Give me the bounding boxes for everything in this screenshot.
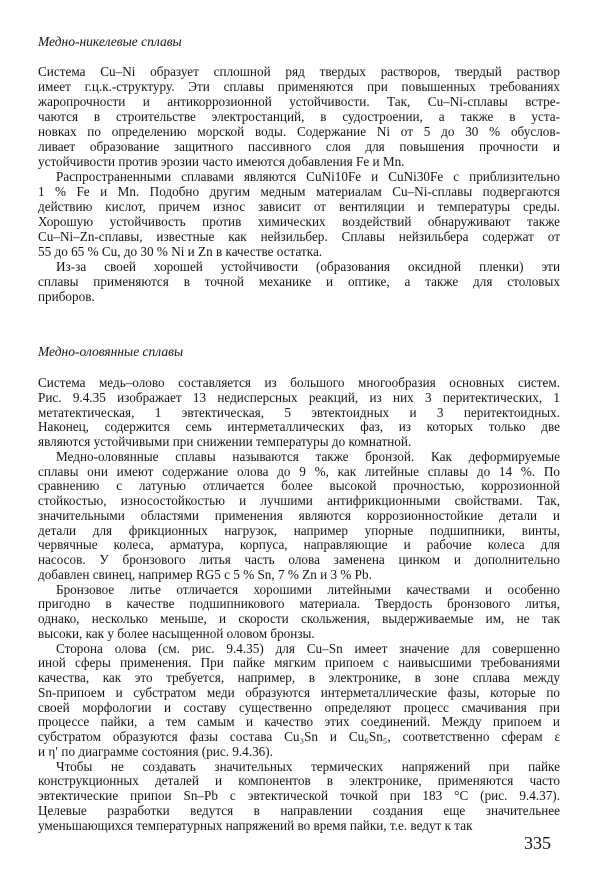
- text-line: имеет г.ц.к.-структуру. Эти сплавы применяются при повышенных требованиях: [38, 79, 560, 94]
- text-line: уменьшающихся температурных напряжений во время пайки, т.е. ведут к так: [38, 817, 473, 833]
- text-line: и η′ по диаграмме состояния (рис. 9.4.36).: [38, 743, 273, 759]
- text-line: качества, как это требуется, например, в электронике, в зоне сплава между: [38, 670, 560, 685]
- text-line: Распространенными сплавами являются CuNi10Fe и CuNi30Fe с приблизительно: [56, 169, 560, 184]
- section-body-copper-nickel: [38, 64, 560, 304]
- text-line: высоки, как у более насыщенной оловом бронзы.: [38, 625, 315, 641]
- text-line: Из-за своей хорошей устойчивости (образования оксидной пленки) эти: [56, 259, 560, 274]
- text-line: действию кислот, причем износ зависит от вентиляции и температуры среды.: [38, 199, 560, 214]
- text-line: метатектическая, 1 эвтектическая, 5 эвтектоидных и 3 перитектоидных.: [38, 404, 560, 420]
- text-line: Sn-припоем и субстратом меди образуются интерметаллические фазы, которые по: [38, 684, 560, 700]
- paragraph: [38, 64, 560, 169]
- text-line: Система медь–олово составляется из большого многообразия основных систем.: [38, 375, 560, 390]
- text-line: конструкционных деталей и компонентов в электронике, применяются часто: [38, 773, 560, 789]
- paragraph: [38, 169, 560, 259]
- text-line: сравнению с латунью отличается более высокой прочностью, коррозионной: [38, 478, 560, 494]
- text-line: червячные колеса, арматура, корпуса, направляющие и рабочие колеса для: [38, 537, 560, 553]
- text-line: иной сферы применения. При пайке мягким припоем с наивысшими требованиями: [38, 655, 560, 671]
- paragraph: [38, 450, 560, 583]
- text-line: значительными областями применения являются коррозионностойкие детали и: [38, 507, 560, 523]
- text-line: добавлен свинец, например RG5 с 5 % Sn, 7 % Zn и 3 % Pb.: [38, 566, 372, 582]
- text-line: процессе пайки, а тем самым и качество этих соединений. Между припоем и: [38, 714, 560, 730]
- text-line: ливает образование защитного пассивного слоя для повышения прочности и: [38, 139, 560, 154]
- text-line: Cu–Ni–Zn-сплавы, известные как нейзильбер. Сплавы нейзильбера содержат от: [38, 229, 560, 244]
- text-line: устойчивости против эрозии часто имеются добавления Fe и Mn.: [38, 154, 405, 169]
- text-line: жаропрочности и антикоррозионной устойчивости. Так, Cu–Ni-сплавы встре-: [38, 94, 560, 109]
- text-line: Сторона олова (см. рис. 9.4.35) для Cu–Sn имеет значение для совершенно: [56, 640, 560, 656]
- text-line: субстратом образуются фазы состава Cu₃Sn и Cu₆Sn₅, соответственно сферам ε: [38, 729, 560, 744]
- text-line: своей морфологии и составу существенно определяют процесс смачивания при: [38, 699, 560, 715]
- paragraph: [38, 376, 560, 450]
- text-line: приборов.: [38, 289, 95, 304]
- text-line: чаются в строительстве электростанций, в судостроении, а также в уста-: [38, 109, 560, 124]
- text-line: Чтобы не создавать значительных термических напряжений при пайке: [56, 758, 560, 774]
- paragraph: [38, 583, 560, 642]
- text-line: насосов. У бронзового литья часть олова заменена цинком и дополнительно: [38, 552, 560, 567]
- paragraph: [38, 760, 560, 834]
- text-line: эвтектические припои Sn–Pb с эвтектической точкой при 183 °C (рис. 9.4.37).: [38, 788, 560, 803]
- paragraph: [38, 642, 560, 760]
- text-line: 1 % Fe и Mn. Подобно другим медным материалам Cu–Ni-сплавы подвергаются: [38, 184, 560, 199]
- text-line: Медно-оловянные сплавы называются также бронзой. Как деформируемые: [56, 448, 560, 464]
- text-line: детали для фрикционных нагрузок, например упорные подшипники, винты,: [38, 522, 560, 538]
- text-line: Хорошую устойчивость против химических воздействий обнаруживают также: [38, 214, 560, 229]
- text-line: сплавы применяются в точной механике и оптике, а также для столовых: [38, 274, 560, 289]
- text-line: стойкостью, износостойкостью и лучшими антифрикционными свойствами. Так,: [38, 493, 560, 508]
- section-heading-copper-nickel: Медно-никелевые сплавы: [38, 34, 182, 49]
- text-line: являются устойчивыми при снижении температуры до комнатной.: [38, 434, 412, 449]
- text-line: Наконец, содержится семь интерметаллических фаз, из которых только две: [38, 419, 560, 435]
- section-heading-copper-tin: Медно-оловянные сплавы: [38, 344, 184, 359]
- text-line: Целевые разработки ведутся в направлении создания еще значительнее: [38, 802, 560, 818]
- section-body-copper-tin: [38, 376, 560, 833]
- page-number: 335: [524, 833, 551, 853]
- text-line: Рис. 9.4.35 изображает 13 недисперсных реакций, из них 3 перитектических, 1: [38, 389, 560, 405]
- text-line: Система Cu–Ni образует сплошной ряд твердых растворов, твердый раствор: [38, 64, 560, 79]
- paragraph: [38, 259, 560, 304]
- text-line: Бронзовое литье отличается хорошими литейными качествами и особенно: [56, 581, 560, 597]
- text-line: новках по определению морской воды. Содержание Ni от 5 до 30 % обуслов-: [38, 124, 560, 139]
- text-line: пригодно в качестве подшипникового материала. Твердость бронзового литья,: [38, 596, 560, 612]
- text-line: сплавы они имеют содержание олова до 9 %, как литейные сплавы до 14 %. По: [38, 463, 560, 479]
- text-line: однако, несколько меньше, и скорости скольжения, выдерживаемые им, не так: [38, 611, 560, 626]
- text-line: 55 до 65 % Cu, до 30 % Ni и Zn в качестве остатка.: [38, 244, 323, 259]
